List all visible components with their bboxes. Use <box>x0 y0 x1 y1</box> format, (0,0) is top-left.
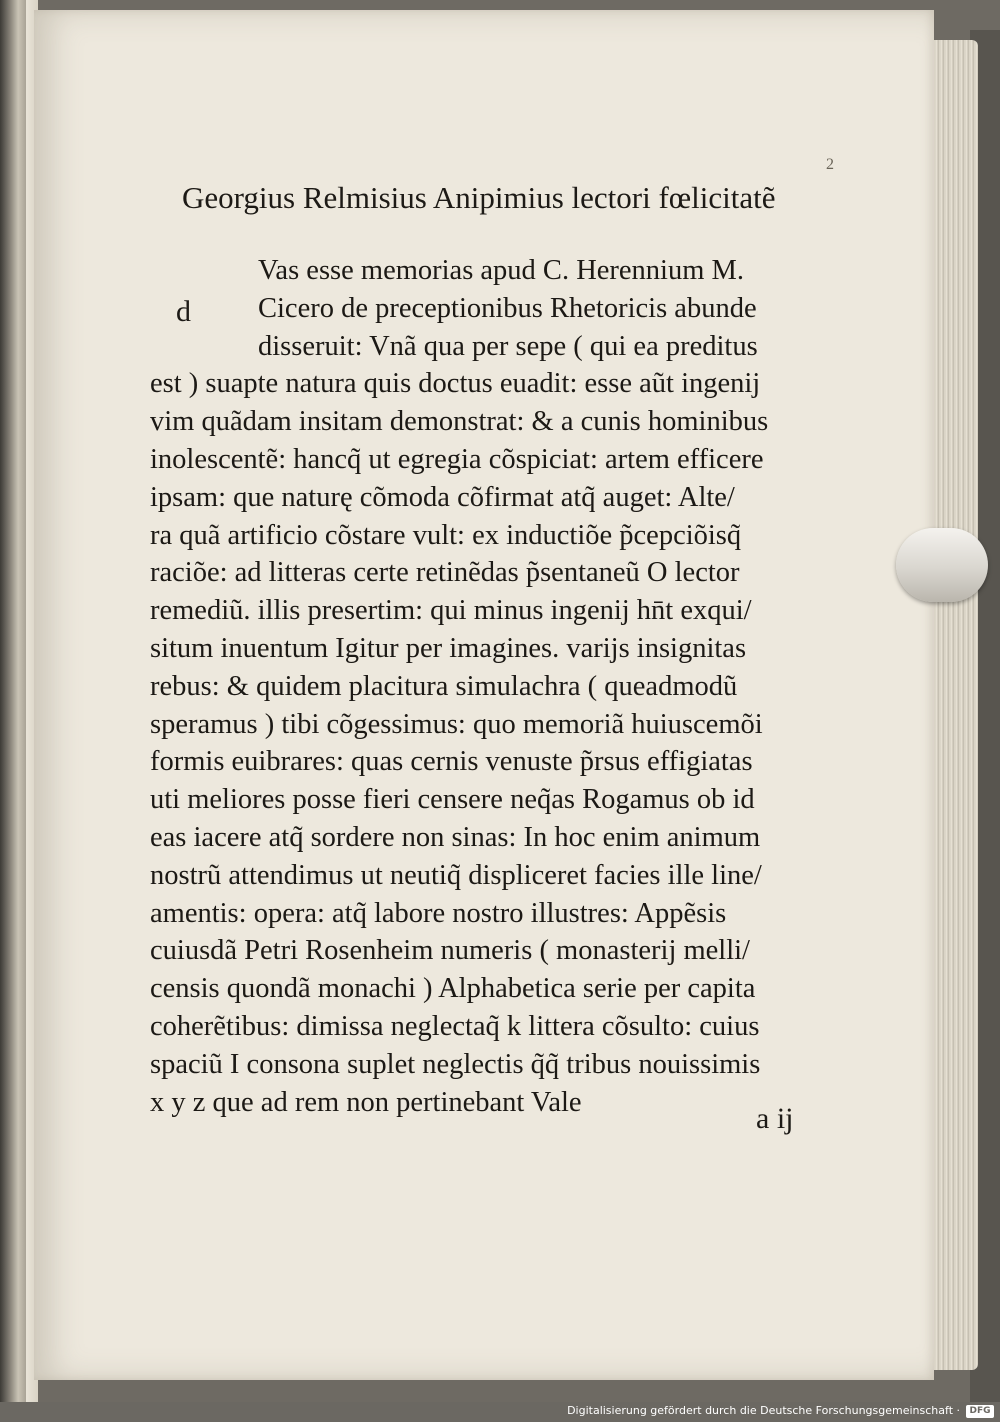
text-line: coherẽtibus: dimissa neglectaq̃ k littera cõsulto: cuius <box>150 1010 760 1042</box>
text-line: spaciũ I consona suplet neglectis q̃q̃ tribus nouissimis <box>150 1048 761 1080</box>
text-line: formis euibrares: quas cernis venuste p̃rsus effigiatas <box>150 746 753 778</box>
text-line: vim quãdam insitam demonstrat: & a cunis hominibus <box>150 406 769 438</box>
text-line: Cicero de preceptionibus Rhetoricis abunde <box>258 292 757 324</box>
text-line: eas iacere atq̃ sordere non sinas: In hoc enim animum <box>150 821 761 853</box>
text-line: cuiusdã Petri Rosenheim numeris ( monasterij melli/ <box>150 935 750 967</box>
page-heading: Georgius Relmisius Anipimius lectori fœlicitatẽ <box>182 180 776 215</box>
dfg-logo-icon: DFG <box>966 1405 994 1418</box>
guide-letter: d <box>176 295 191 328</box>
text-line: inolescentẽ: hancq̃ ut egregia cõspiciat: artem efficere <box>150 443 764 475</box>
text-line: raciõe: ad litteras certe retinẽdas p̃sentaneũ O lector <box>150 557 740 589</box>
body-text <box>150 252 840 1121</box>
text-line: nostrũ attendimus ut neutiq̃ displiceret facies ille line/ <box>150 859 762 891</box>
page-clip <box>896 528 988 602</box>
text-line: remediũ. illis presertim: qui minus ingenij hn̄t exqui/ <box>150 595 752 627</box>
book-binding <box>0 0 26 1402</box>
text-line: x y z que ad rem non pertinebant Vale <box>150 1086 582 1118</box>
signature-mark: a ij <box>756 1102 794 1135</box>
footer-credit: Digitalisierung gefördert durch die Deutsche Forschungsgemeinschaft · <box>567 1404 960 1417</box>
text-line: censis quondã monachi ) Alphabetica serie per capita <box>150 973 756 1005</box>
text-line: ra quã artificio cõstare vult: ex inductiõe p̃cepciõisq̃ <box>150 519 742 551</box>
text-line: situm inuentum Igitur per imagines. varijs insignitas <box>150 632 747 664</box>
text-line: est ) suapte natura quis doctus euadit: esse aũt ingenij <box>150 368 761 400</box>
footer-bar <box>0 1402 1000 1422</box>
text-line: rebus: & quidem placitura simulachra ( queadmodũ <box>150 670 738 702</box>
text-line: speramus ) tibi cõgessimus: quo memoriã huiuscemõi <box>150 708 763 740</box>
text-line: Vas esse memorias apud C. Herennium M. <box>258 255 744 286</box>
text-line: amentis: opera: atq̃ labore nostro illustres: Appẽsis <box>150 897 727 929</box>
folio-number: 2 <box>826 156 834 173</box>
page-edges <box>930 40 978 1370</box>
text-line: ipsam: que naturę cõmoda cõfirmat atq̃ auget: Alte/ <box>150 481 735 513</box>
text-line: uti meliores posse fieri censere neq̃as Rogamus ob id <box>150 784 755 816</box>
text-line: disseruit: Vnã qua per sepe ( qui ea preditus <box>258 330 758 362</box>
